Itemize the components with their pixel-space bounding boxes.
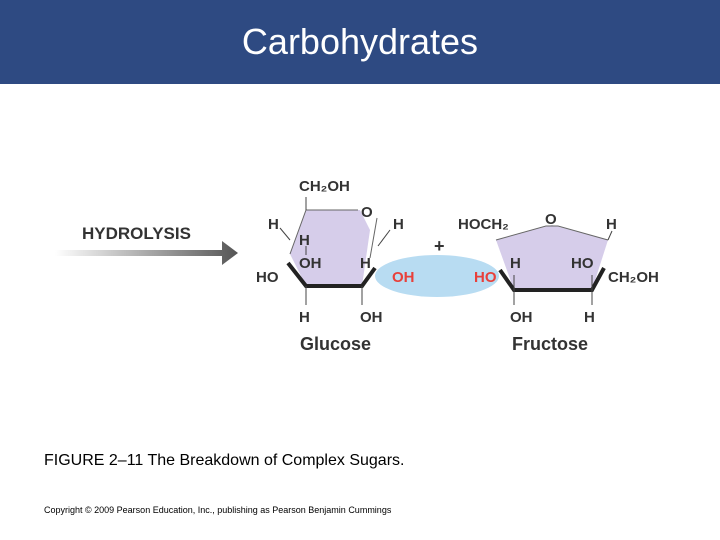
fructose-hoch2-label: HOCH₂ bbox=[458, 216, 509, 233]
fructose-ring-oxygen-label: O bbox=[545, 211, 557, 228]
title-bar bbox=[0, 0, 720, 84]
glucose-c1-h-bond bbox=[378, 230, 390, 246]
glucose-c4-ho-label: HO bbox=[256, 269, 279, 286]
hydrolysis-label: HYDROLYSIS bbox=[82, 224, 191, 243]
glucose-bottom-oh-label: OH bbox=[360, 309, 383, 326]
glucose-c2-h-label: H bbox=[360, 255, 371, 272]
hydrolysis-arrow bbox=[55, 241, 238, 265]
glucose-c1-oh-label: OH bbox=[392, 269, 415, 286]
hydrolysis-diagram bbox=[0, 84, 720, 384]
glucose-c5-h-label: H bbox=[268, 216, 279, 233]
copyright-notice: Copyright © 2009 Pearson Education, Inc., publishing as Pearson Benjamin Cummings bbox=[44, 505, 392, 515]
figure-caption: FIGURE 2–11 The Breakdown of Complex Sugars. bbox=[44, 452, 405, 469]
fructose-bottom-h-label: H bbox=[584, 309, 595, 326]
fructose-top-h-label: H bbox=[606, 216, 617, 233]
fructose-name-label: Fructose bbox=[512, 334, 589, 354]
fructose-ch2oh-label: CH₂OH bbox=[608, 269, 659, 286]
fructose-c4-ho-label: HO bbox=[571, 255, 594, 272]
fructose-c2-ho-label: HO bbox=[474, 269, 497, 286]
glucose-bottom-h-label: H bbox=[299, 309, 310, 326]
glucose-c4-h-label: H bbox=[299, 232, 310, 249]
glucose-ring-oxygen-label: O bbox=[361, 204, 373, 221]
glucose-name-label: Glucose bbox=[300, 334, 372, 354]
glucose-ch2oh-label: CH₂OH bbox=[299, 178, 350, 195]
plus-sign: + bbox=[434, 236, 445, 256]
fructose-bottom-oh-label: OH bbox=[510, 309, 533, 326]
fructose-c3-h-label: H bbox=[510, 255, 521, 272]
slide-title: Carbohydrates bbox=[241, 21, 479, 62]
glucose-c1-h-label: H bbox=[393, 216, 404, 233]
glucose-c5-h-bond bbox=[280, 228, 290, 240]
glucose-ring-right-bond bbox=[370, 218, 377, 258]
glucose-c3-oh-label: OH bbox=[299, 255, 322, 272]
